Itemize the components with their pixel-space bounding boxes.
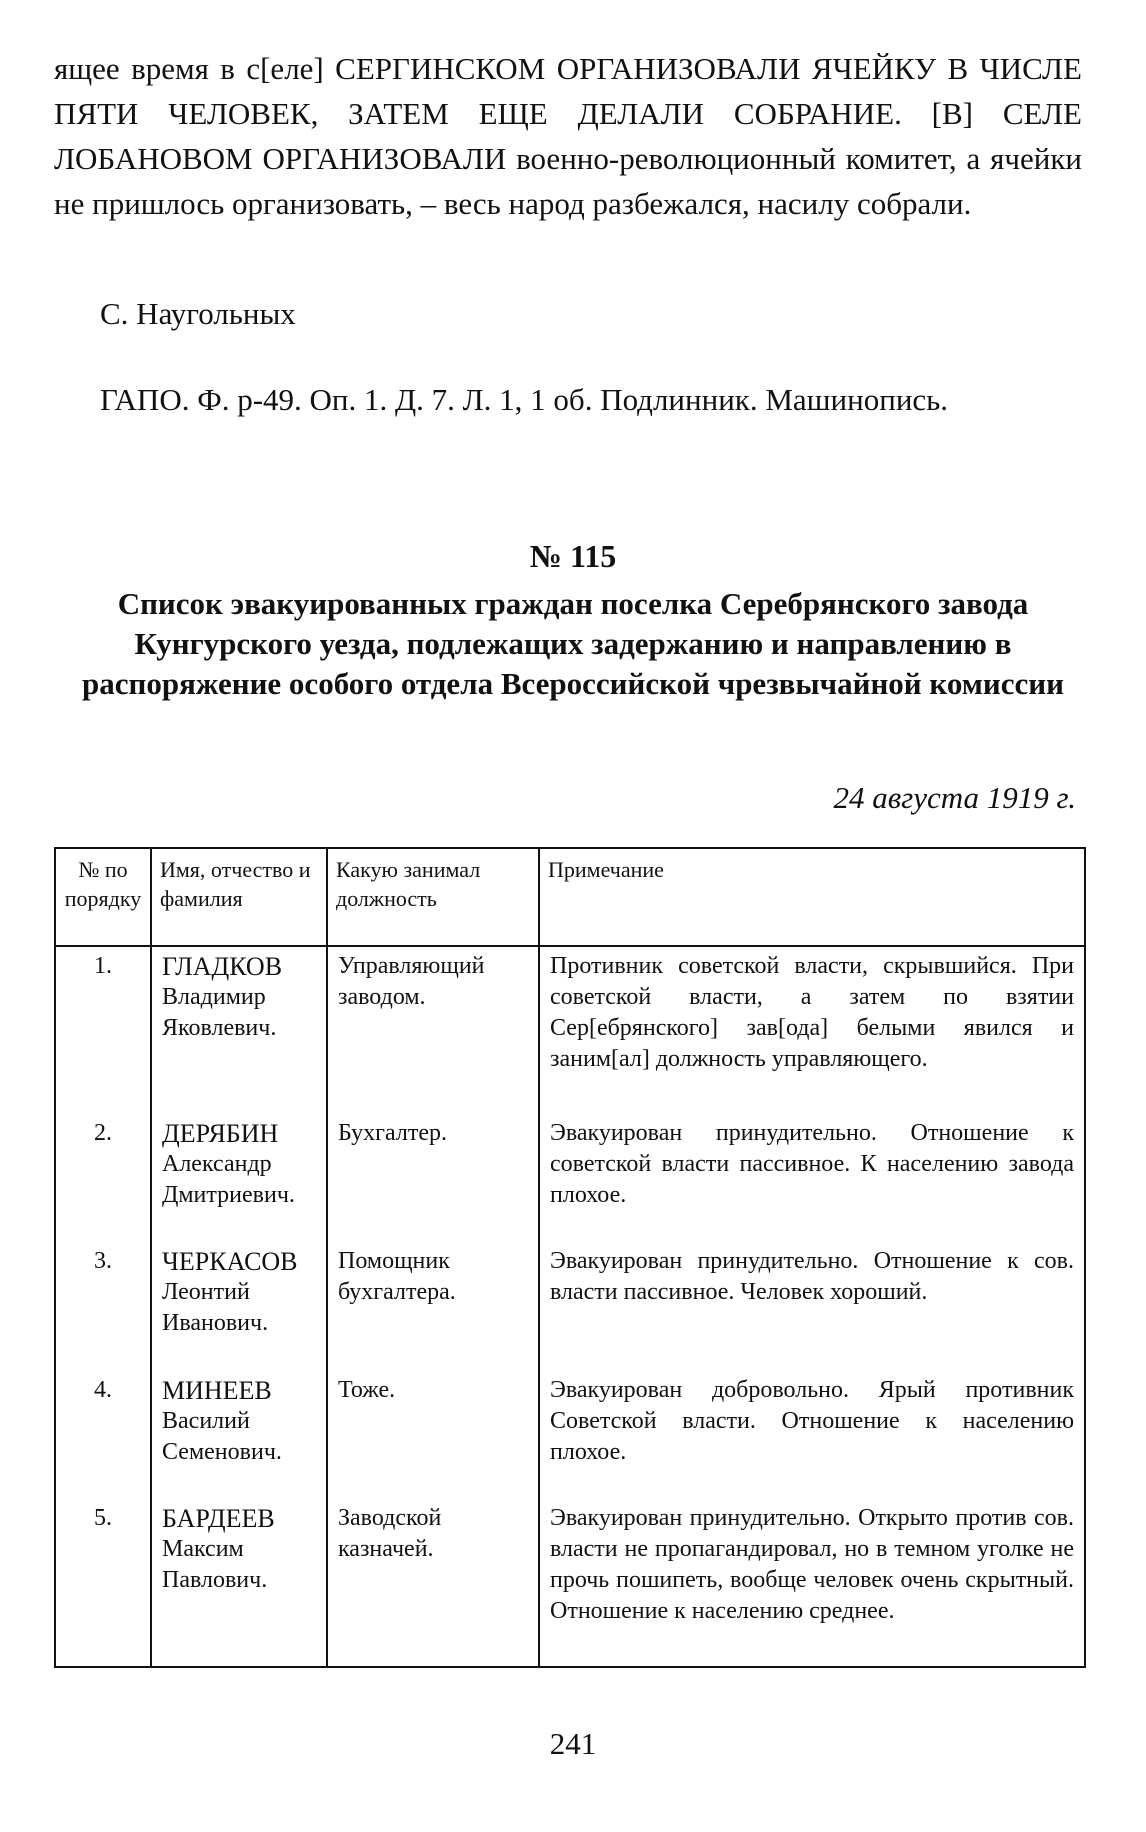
signature: С. Наугольных bbox=[100, 296, 296, 331]
document-title: Список эвакуированных граждан поселка Серебрянского завода Кунгурского уезда, подлежащих задержанию и направлению в распоряжение особого отдела Всероссийской чрезвычайной комиссии bbox=[82, 586, 1064, 701]
person-position: Управляющий заводом. bbox=[327, 946, 539, 1114]
person-position: Помощник бухгалтера. bbox=[327, 1242, 539, 1371]
person-position: Тоже. bbox=[327, 1371, 539, 1500]
person-name bbox=[151, 1371, 327, 1500]
row-number: 3. bbox=[55, 1242, 151, 1371]
person-note: Эвакуирован принудительно. Открыто против сов. власти не пропагандировал, но в темном уголке не прочь пошипеть, вообще человек очень скрытный. Отношение к населению среднее. bbox=[539, 1499, 1085, 1667]
person-surname: ГЛАДКОВ bbox=[162, 952, 283, 981]
person-surname: МИНЕЕВ bbox=[162, 1375, 272, 1405]
column-header-name: Имя, отчество и фамилия bbox=[151, 848, 327, 946]
archive-reference: ГАПО. Ф. р-49. Оп. 1. Д. 7. Л. 1, 1 об. Подлинник. Машинопись. bbox=[100, 382, 949, 417]
intro-paragraph: ящее время в с[еле] СЕРГИНСКОМ ОРГАНИЗОВАЛИ ЯЧЕЙКУ В ЧИСЛЕ ПЯТИ ЧЕЛОВЕК, ЗАТЕМ ЕЩЕ ДЕЛАЛИ СОБРАНИЕ. [В] СЕЛЕ ЛОБАНОВОМ ОРГАНИЗОВАЛИ военно-революционный комитет, а ячейки не пришлось организовать, – весь народ разбежался, насилу собрали. bbox=[54, 51, 1082, 221]
page-number: 241 bbox=[549, 1726, 597, 1761]
table-row bbox=[55, 1242, 1085, 1371]
person-given-names: Василий Семенович. bbox=[162, 1407, 282, 1465]
person-note: Противник советской власти, скрывшийся. При советской власти, а затем по взятии Сер[ебрянского] зав[ода] белыми явился и заним[ал] должность управляющего. bbox=[539, 946, 1085, 1114]
person-surname: БАРДЕЕВ bbox=[162, 1504, 275, 1534]
person-position: Бухгалтер. bbox=[327, 1114, 539, 1243]
document-number: № 115 bbox=[529, 538, 617, 574]
table-row bbox=[55, 1371, 1085, 1500]
column-header-note: Примечание bbox=[539, 848, 1085, 946]
row-number: 5. bbox=[55, 1499, 151, 1667]
intro-text bbox=[54, 46, 1082, 226]
table-header-row bbox=[55, 848, 1085, 946]
person-note: Эвакуирован принудительно. Отношение к советской власти пассивное. К населению завода плохое. bbox=[539, 1114, 1085, 1243]
person-surname: ДЕРЯБИН bbox=[162, 1118, 279, 1148]
person-given-names: Леонтий Иванович. bbox=[162, 1279, 269, 1337]
person-surname: ЧЕРКАСОВ bbox=[162, 1247, 298, 1277]
person-given-names: Александр Дмитриевич. bbox=[162, 1150, 295, 1208]
evacuees-table bbox=[54, 847, 1086, 1668]
person-name bbox=[151, 1242, 327, 1371]
person-position: Заводской казначей. bbox=[327, 1499, 539, 1667]
person-given-names: Максим Павлович. bbox=[162, 1536, 268, 1594]
person-name bbox=[151, 1114, 327, 1243]
document-date: 24 августа 1919 г. bbox=[833, 780, 1076, 815]
row-number: 2. bbox=[55, 1114, 151, 1243]
column-header-position: Какую занимал должность bbox=[327, 848, 539, 946]
person-name bbox=[151, 946, 327, 1114]
row-number: 1. bbox=[55, 946, 151, 1114]
person-note: Эвакуирован принудительно. Отношение к сов. власти пассивное. Человек хороший. bbox=[539, 1242, 1085, 1371]
person-name bbox=[151, 1499, 327, 1667]
table-row bbox=[55, 1499, 1085, 1667]
column-header-number: № по порядку bbox=[55, 848, 151, 946]
person-given-names: Владимир Яковлевич. bbox=[162, 984, 277, 1041]
row-number: 4. bbox=[55, 1371, 151, 1500]
person-note: Эвакуирован добровольно. Ярый противник Советской власти. Отношение к населению плохое. bbox=[539, 1371, 1085, 1500]
table-row bbox=[55, 1114, 1085, 1243]
table-row bbox=[55, 946, 1085, 1114]
